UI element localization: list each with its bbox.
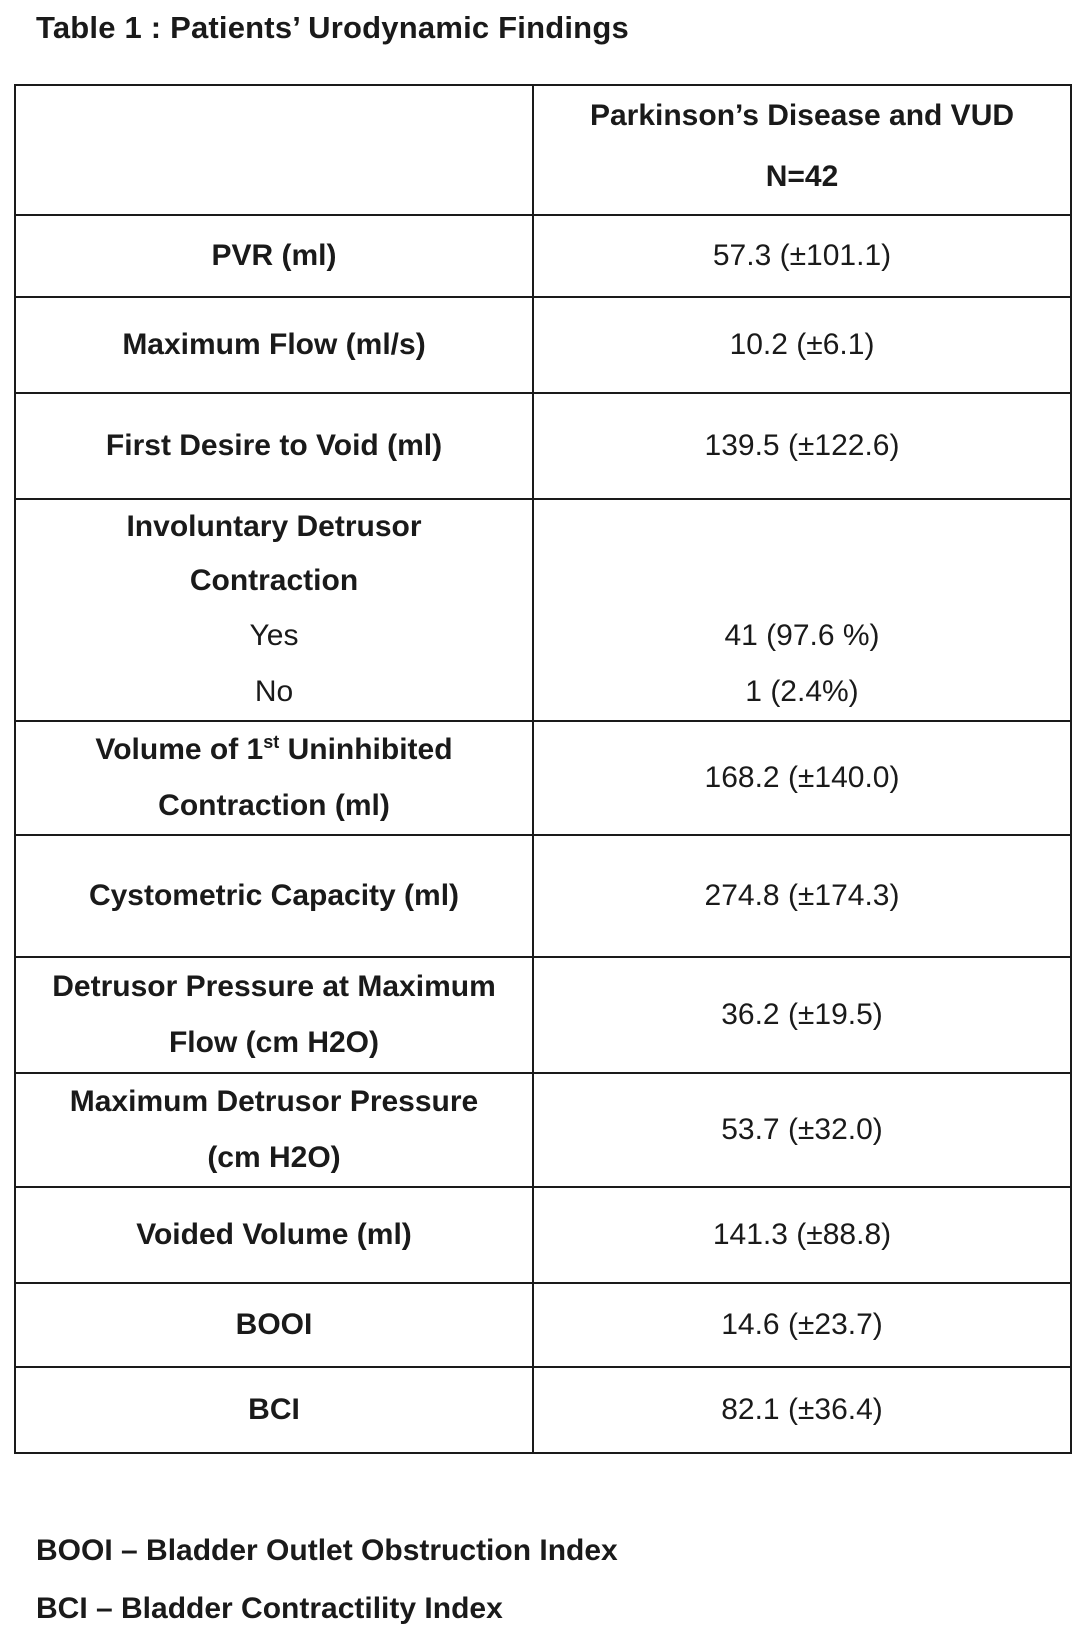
table-row [15, 1073, 1071, 1187]
row-value: 82.1 (±36.4) [533, 1367, 1071, 1453]
row-label: Maximum Flow (ml/s) [15, 297, 533, 393]
row-value: 274.8 (±174.3) [533, 835, 1071, 957]
row-value: 53.7 (±32.0) [533, 1073, 1071, 1187]
header-n-label: N=42 [765, 160, 839, 193]
row-label-line1: Involuntary Detrusor [126, 510, 422, 543]
table-row [15, 215, 1071, 297]
row-value: 36.2 (±19.5) [533, 957, 1071, 1073]
table-row [15, 1187, 1071, 1283]
row-label-line1: Maximum Detrusor Pressure [69, 1085, 479, 1118]
row-label-line2: Flow (cm H2O) [168, 1026, 379, 1059]
row-label: Voided Volume (ml) [15, 1187, 533, 1283]
row-label-line2: Contraction [189, 564, 359, 597]
row-label-line2: (cm H2O) [207, 1141, 341, 1174]
table-row [15, 499, 1071, 721]
urodynamic-findings-table [14, 84, 1072, 1454]
row-label-superscript: st [263, 732, 280, 752]
header-group-cell [533, 85, 1071, 215]
row-value: 14.6 (±23.7) [533, 1283, 1071, 1367]
row-label: BCI [15, 1367, 533, 1453]
row-value: 168.2 (±140.0) [533, 721, 1071, 835]
table-row [15, 721, 1071, 835]
header-empty-cell [15, 85, 533, 215]
no-label: No [254, 675, 294, 708]
footnote-booi: BOOI – Bladder Outlet Obstruction Index [36, 1534, 618, 1567]
row-label-pre: Volume of 1 [95, 733, 264, 766]
no-value: 1 (2.4%) [745, 675, 859, 708]
row-label [15, 1073, 533, 1187]
table-row [15, 297, 1071, 393]
row-value: 141.3 (±88.8) [533, 1187, 1071, 1283]
table-row [15, 393, 1071, 499]
header-group-label: Parkinson’s Disease and VUD [589, 99, 1015, 132]
row-label-line1: Detrusor Pressure at Maximum [52, 970, 496, 1003]
row-label: First Desire to Void (ml) [15, 393, 533, 499]
row-value: 57.3 (±101.1) [533, 215, 1071, 297]
yes-label: Yes [249, 619, 299, 652]
table-row [15, 957, 1071, 1073]
row-label-line2: Contraction (ml) [158, 789, 390, 822]
row-label [15, 957, 533, 1073]
footnote-bci: BCI – Bladder Contractility Index [36, 1592, 503, 1625]
row-label [15, 499, 533, 721]
row-label: Cystometric Capacity (ml) [15, 835, 533, 957]
row-label: BOOI [15, 1283, 533, 1367]
table-row [15, 1283, 1071, 1367]
row-value: 10.2 (±6.1) [533, 297, 1071, 393]
table-row [15, 1367, 1071, 1453]
table-title: Table 1 : Patients’ Urodynamic Findings [36, 10, 629, 45]
yes-value: 41 (97.6 %) [724, 619, 880, 652]
row-label-post: Uninhibited [279, 733, 453, 766]
row-value [533, 499, 1071, 721]
row-value: 139.5 (±122.6) [533, 393, 1071, 499]
row-label: PVR (ml) [15, 215, 533, 297]
table-header-row [15, 85, 1071, 215]
row-label [15, 721, 533, 835]
table-row [15, 835, 1071, 957]
